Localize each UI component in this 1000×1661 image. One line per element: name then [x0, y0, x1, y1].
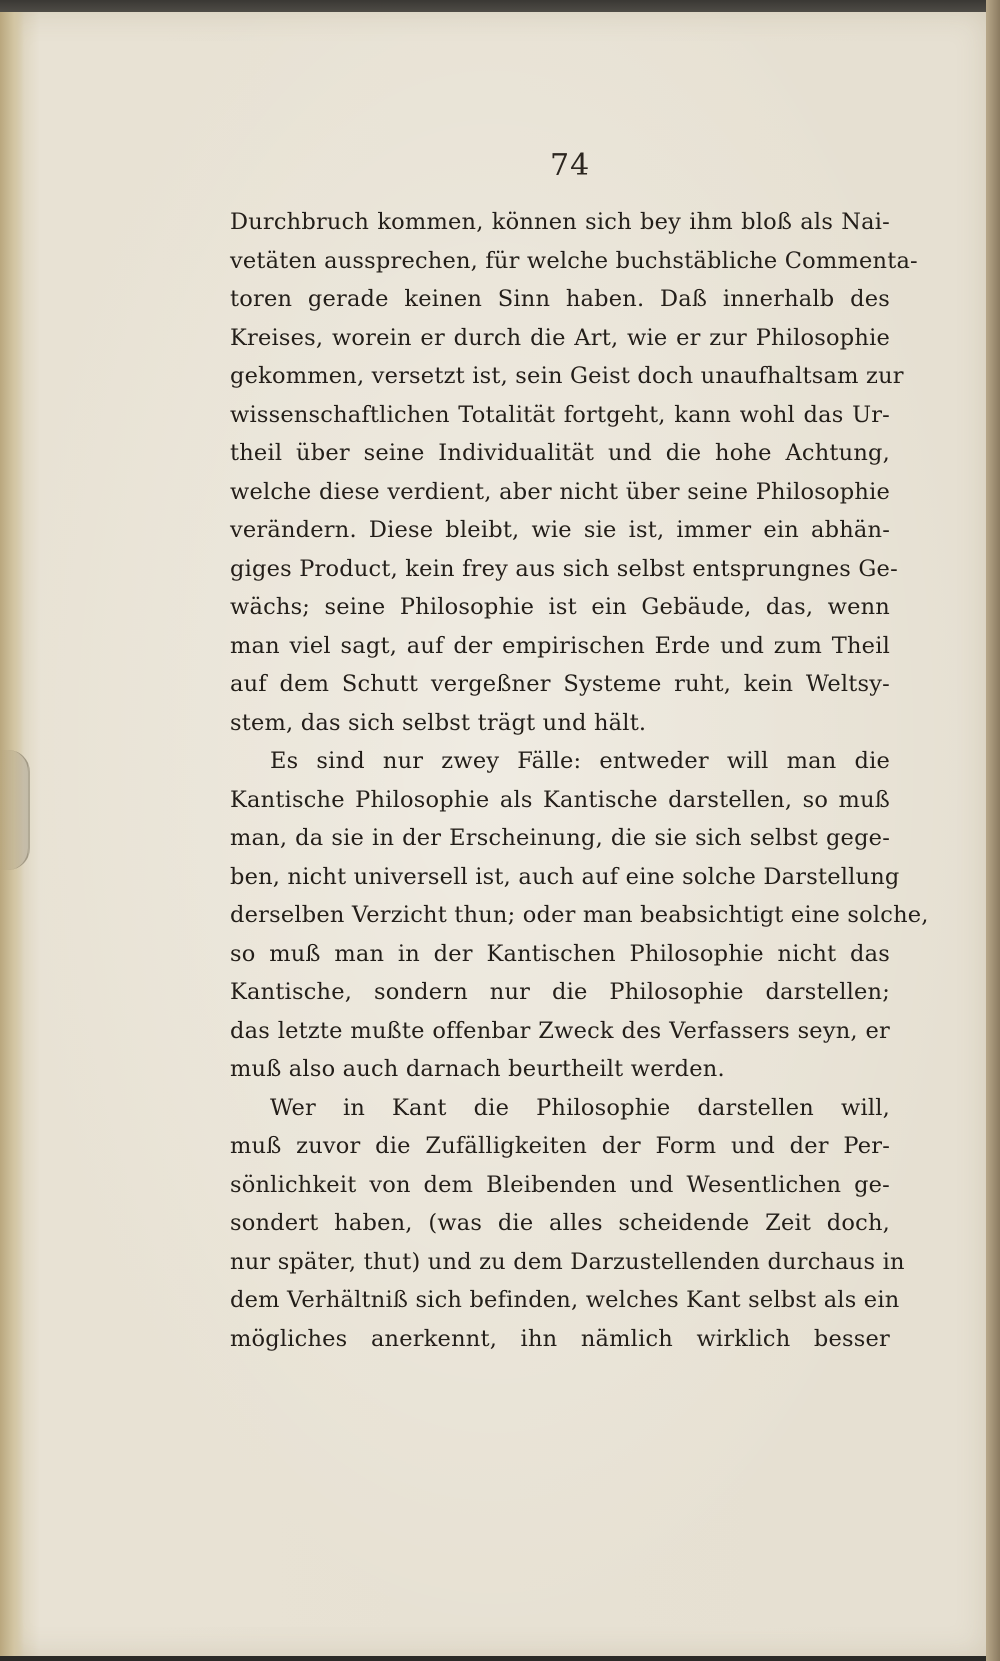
text-line: ben, nicht universell ist, auch auf eine solche Darstellung — [230, 863, 900, 890]
text-line: nur später, thut) und zu dem Darzustellenden durchaus in — [230, 1248, 905, 1275]
paragraph-start-line: Es sind nur zwey Fälle: entweder will man die — [270, 748, 890, 774]
book-right-edge — [986, 0, 1000, 1661]
text-line: auf dem Schutt vergeßner Systeme ruht, kein Weltsy- — [230, 671, 890, 697]
page-number: 74 — [550, 148, 591, 183]
text-line: giges Product, kein frey aus sich selbst entsprungnes Ge- — [230, 555, 898, 582]
text-line: sondert haben, (was die alles scheidende Zeit doch, — [230, 1210, 890, 1236]
text-line: mögliches anerkennt, ihn nämlich wirklich besser — [230, 1325, 890, 1352]
text-line: man viel sagt, auf der empirischen Erde und zum Theil — [230, 632, 890, 659]
text-line: Kreises, worein er durch die Art, wie er zur Philosophie — [230, 324, 890, 351]
text-line: muß also auch darnach beurtheilt werden. — [230, 1056, 725, 1082]
page-tab-mark — [0, 750, 30, 870]
text-line: das letzte mußte offenbar Zweck des Verfassers seyn, er — [230, 1017, 890, 1044]
text-line: verändern. Diese bleibt, wie sie ist, immer ein abhän- — [230, 517, 890, 543]
text-line: Kantische Philosophie als Kantische darstellen, so muß — [230, 786, 890, 813]
text-line: theil über seine Individualität und die hohe Achtung, — [230, 440, 890, 466]
text-line: welche diese verdient, aber nicht über seine Philosophie — [230, 478, 890, 505]
text-line: toren gerade keinen Sinn haben. Daß innerhalb des — [230, 286, 890, 312]
text-line: wissenschaftlichen Totalität fortgeht, kann wohl das Ur- — [230, 401, 890, 428]
text-line: muß zuvor die Zufälligkeiten der Form und der Per- — [230, 1133, 890, 1159]
text-line: gekommen, versetzt ist, sein Geist doch unaufhaltsam zur — [230, 363, 904, 389]
text-line: dem Verhältniß sich befinden, welches Kant selbst als ein — [230, 1287, 900, 1313]
text-line: Durchbruch kommen, können sich bey ihm bloß als Nai- — [230, 209, 890, 235]
text-line: man, da sie in der Erscheinung, die sie sich selbst gege- — [230, 825, 890, 851]
body-text — [230, 203, 929, 1358]
text-line: derselben Verzicht thun; oder man beabsichtigt eine solche, — [230, 902, 929, 928]
text-line: sönlichkeit von dem Bleibenden und Wesentlichen ge- — [230, 1171, 890, 1198]
text-line: Kantische, sondern nur die Philosophie darstellen; — [230, 979, 890, 1005]
text-line: wächs; seine Philosophie ist ein Gebäude, das, wenn — [230, 594, 890, 620]
text-line: so muß man in der Kantischen Philosophie nicht das — [230, 940, 890, 967]
text-line: vetäten aussprechen, für welche buchstäbliche Commenta- — [230, 247, 918, 274]
paragraph-start-line: Wer in Kant die Philosophie darstellen will, — [270, 1094, 890, 1121]
text-line: stem, das sich selbst trägt und hält. — [230, 709, 647, 736]
